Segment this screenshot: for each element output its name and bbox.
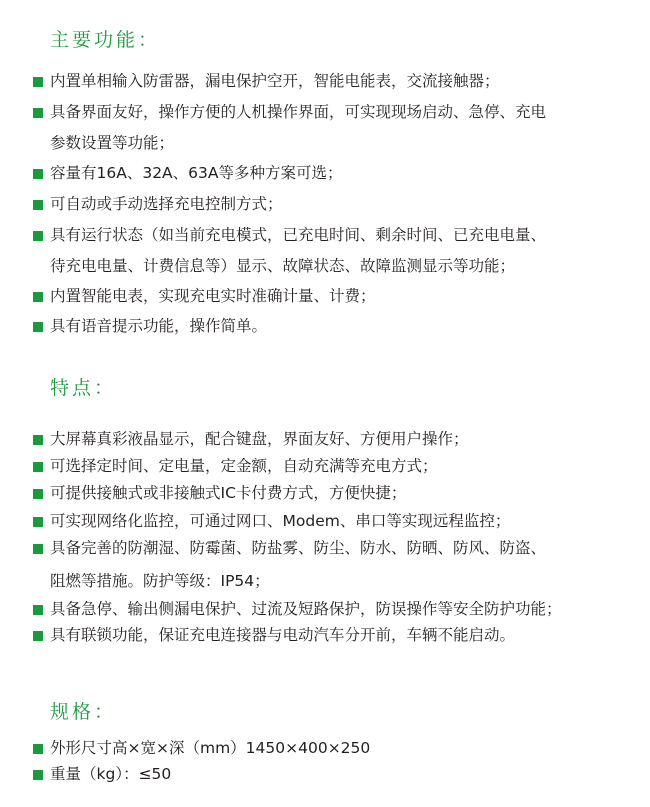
square-bullet-icon: [33, 744, 43, 754]
square-bullet-icon: [33, 292, 43, 302]
square-bullet-icon: [33, 605, 43, 615]
square-bullet-icon: [33, 770, 43, 780]
section-heading: 主要功能：: [50, 29, 161, 51]
item-text-continued: 阻燃等措施。防护等级：IP54；: [50, 572, 270, 590]
square-bullet-icon: [33, 77, 43, 87]
section-heading: 规格：: [50, 701, 117, 723]
square-bullet-icon: [33, 322, 43, 332]
square-bullet-icon: [33, 435, 43, 445]
item-text: 容量有16A、32A、63A等多种方案可选；: [50, 164, 343, 182]
square-bullet-icon: [33, 489, 43, 499]
item-text: 具备急停、输出侧漏电保护、过流及短路保护，防误操作等安全防护功能；: [50, 600, 562, 618]
item-text: 具有运行状态（如当前充电模式，已充电时间、剩余时间、已充电电量、: [50, 226, 547, 244]
square-bullet-icon: [33, 544, 43, 554]
section-heading: 特点：: [50, 377, 117, 399]
item-text: 具备完善的防潮湿、防霉菌、防盐雾、防尘、防水、防晒、防风、防盗、: [50, 539, 547, 557]
item-text: 大屏幕真彩液晶显示，配合键盘，界面友好、方便用户操作；: [50, 430, 469, 448]
item-text: 可实现网络化监控，可通过网口、Modem、串口等实现远程监控；: [50, 512, 511, 530]
square-bullet-icon: [33, 631, 43, 641]
square-bullet-icon: [33, 231, 43, 241]
square-bullet-icon: [33, 200, 43, 210]
item-text-continued: 待充电电量、计费信息等）显示、故障状态、故障监测显示等功能；: [50, 257, 516, 275]
item-text: 重量（kg）：≤50: [50, 765, 172, 783]
item-text: 具备界面友好，操作方便的人机操作界面，可实现现场启动、急停、充电: [50, 103, 547, 121]
square-bullet-icon: [33, 108, 43, 118]
item-text: 内置智能电表，实现充电实时准确计量、计费；: [50, 287, 376, 305]
square-bullet-icon: [33, 517, 43, 527]
item-text: 具有语音提示功能，操作简单。: [50, 317, 268, 335]
item-text: 可自动或手动选择充电控制方式；: [50, 195, 283, 213]
item-text: 内置单相输入防雷器，漏电保护空开，智能电能表，交流接触器；: [50, 72, 500, 90]
square-bullet-icon: [33, 169, 43, 179]
square-bullet-icon: [33, 462, 43, 472]
item-text: 具有联锁功能，保证充电连接器与电动汽车分开前，车辆不能启动。: [50, 626, 516, 644]
item-text-continued: 参数设置等功能；: [50, 134, 175, 152]
item-text: 外形尺寸高×宽×深（mm）1450×400×250: [50, 739, 371, 757]
item-text: 可提供接触式或非接触式IC卡付费方式，方便快捷；: [50, 484, 407, 502]
item-text: 可选择定时间、定电量，定金额，自动充满等充电方式；: [50, 457, 438, 475]
